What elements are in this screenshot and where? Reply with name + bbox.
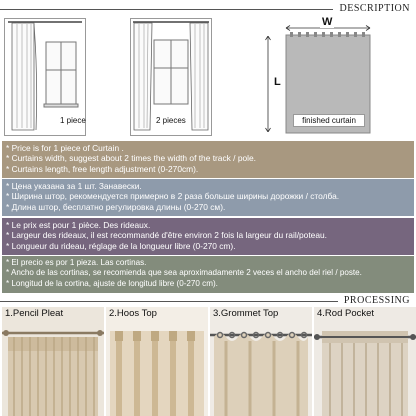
info-block-french [2, 218, 414, 255]
grommet-top-label: 3.Grommet Top [213, 308, 279, 319]
info-line: * Le prix est pour 1 pièce. Des rideaux. [6, 220, 151, 230]
processing-item-hook-top [106, 307, 208, 416]
info-line: * Цена указана за 1 шт. Занавески. [6, 181, 142, 191]
info-line: * Ancho de las cortinas, se recomienda que sea aproximadamente 2 veces el ancho del riel / poste. [6, 268, 362, 278]
finished-curtain-caption: finished curtain [293, 114, 365, 127]
two-pieces-caption: 2 pieces [156, 116, 186, 125]
info-line: * El precio es por 1 pieza. Las cortinas. [6, 258, 147, 267]
info-block-spanish [2, 256, 414, 293]
hook-top-curtain-icon [106, 307, 208, 416]
info-line: * Curtains width, suggest about 2 times the width of the track / pole. [6, 153, 256, 164]
rod-pocket-label: 4.Rod Pocket [317, 308, 375, 319]
info-line: * Ширина штор, рекомендуется примерно в 2 раза больше ширины дорожки / столба. [6, 191, 340, 202]
pencil-pleat-curtain-icon [2, 307, 104, 416]
one-piece-caption: 1 piece [60, 116, 86, 125]
vertical-arrow-icon [264, 36, 272, 132]
grommet-top-curtain-icon [210, 307, 312, 416]
description-title: DESCRIPTION [333, 2, 416, 16]
info-block-russian [2, 179, 414, 216]
info-line: * Price is for 1 piece of Curtain . [6, 143, 124, 153]
processing-item-pencil-pleat [2, 307, 104, 416]
description-header [0, 2, 416, 16]
info-line: * Curtains length, free length adjustment (0-270cm). [6, 163, 199, 174]
processing-header [0, 294, 416, 308]
rod-pocket-curtain-icon [314, 307, 416, 416]
length-label: L [274, 76, 281, 88]
info-line: * Longueur du rideau, réglage de la longueur libre (0-270 cm). [6, 240, 236, 251]
hook-top-label: 2.Hoos Top [109, 308, 157, 319]
processing-item-grommet-top [210, 307, 312, 416]
info-block-english [2, 141, 414, 178]
width-label: W [322, 16, 333, 28]
pencil-pleat-label: 1.Pencil Pleat [5, 308, 64, 319]
info-line: * Longitud de la cortina, ajuste de longitud libre (0-270 cm). [6, 278, 218, 288]
info-line: * Длина штор, бесплатно регулировка длины (0-270 см). [6, 201, 226, 212]
info-line: * Largeur des rideaux, il est recommandé d'être environ 2 fois la largeur du rail/poteau. [6, 230, 327, 241]
length-dimension-arrow [264, 36, 272, 132]
processing-title: PROCESSING [338, 294, 416, 308]
processing-item-rod-pocket [314, 307, 416, 416]
